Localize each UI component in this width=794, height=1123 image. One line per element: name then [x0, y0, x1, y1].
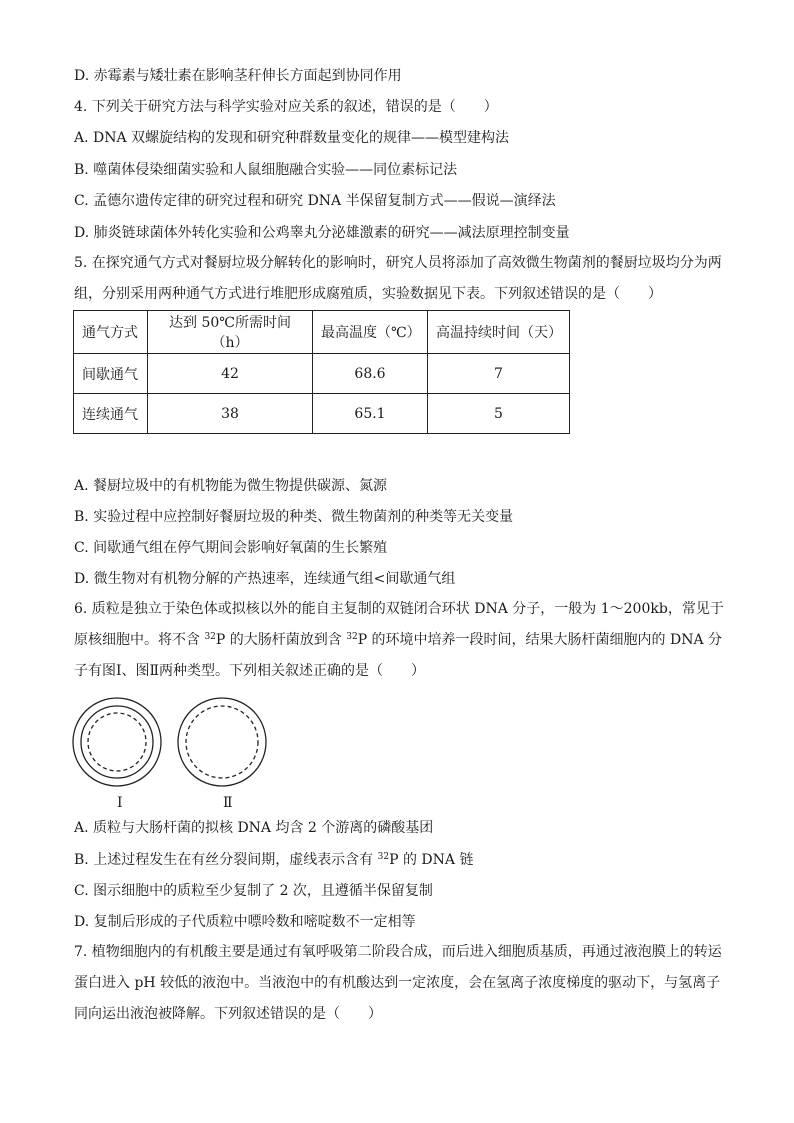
- q5-stem: 5. 在探究通气方式对餐厨垃圾分解转化的影响时，研究人员将添加了高效微生物菌剂的餐厨垃圾均分为两组，分别采用两种通气方式进行堆肥形成腐殖质，实验数据见下表。下列叙述错误的是（ ）: [74, 255, 722, 302]
- q6-option-b-text: P 的 DNA 链: [389, 852, 474, 868]
- q4-option-d: D. 肺炎链球菌体外转化实验和公鸡睾丸分泌雄激素的研究——减法原理控制变量: [74, 225, 570, 241]
- table-cell: 65.1: [313, 394, 428, 434]
- table-header-row: [74, 311, 570, 354]
- table-cell: 连续通气: [74, 394, 148, 434]
- table-cell: 5: [428, 394, 570, 434]
- plasmid-I-inner-strand: [81, 706, 153, 778]
- isotope-superscript: 32: [377, 852, 390, 862]
- q6-option-d: D. 复制后形成的子代质粒中嘌呤数和嘧啶数不一定相等: [74, 914, 416, 930]
- table-cell: 7: [428, 354, 570, 394]
- plasmid-II-outer-strand: [178, 698, 266, 786]
- table-row: [74, 394, 570, 434]
- table-header-cell: 通气方式: [74, 311, 148, 354]
- table-cell: 42: [148, 354, 313, 394]
- table-cell: 间歇通气: [74, 354, 148, 394]
- table-cell: 38: [148, 394, 313, 434]
- table-header-cell: 最高温度（℃）: [313, 311, 428, 354]
- q5-option-d: D. 微生物对有机物分解的产热速率，连续通气组<间歇通气组: [74, 571, 456, 587]
- q4-option-b: B. 噬菌体侵染细菌实验和人鼠细胞融合实验——同位素标记法: [74, 162, 458, 178]
- q6-option-a: A. 质粒与大肠杆菌的拟核 DNA 均含 2 个游离的磷酸基团: [74, 820, 434, 836]
- q5-option-a: A. 餐厨垃圾中的有机物能为微生物提供碳源、氮源: [74, 478, 388, 494]
- figure-label-I: Ⅰ: [117, 795, 123, 811]
- q6-option-b: [74, 851, 473, 869]
- table-header-cell: 达到 50℃所需时间（h）: [148, 311, 313, 354]
- q5-data-table: [73, 310, 570, 434]
- q5-option-c: C. 间歇通气组在停气期间会影响好氧菌的生长繁殖: [74, 540, 388, 556]
- q6-stem-text: P 的大肠杆菌放到含: [215, 632, 347, 648]
- q6-stem: [74, 594, 724, 687]
- q4-option-a: A. DNA 双螺旋结构的发现和研究种群数量变化的规律——模型建构法: [74, 130, 510, 146]
- q5-option-b: B. 实验过程中应控制好餐厨垃圾的种类、微生物菌剂的种类等无关变量: [74, 509, 514, 525]
- isotope-superscript: 32: [346, 632, 358, 642]
- q3-option-d: D. 赤霉素与矮壮素在影响茎秆伸长方面起到协同作用: [74, 68, 402, 84]
- table-cell: 68.6: [313, 354, 428, 394]
- q6-option-c: C. 图示细胞中的质粒至少复制了 2 次，且遵循半保留复制: [74, 883, 433, 899]
- figure-label-II: Ⅱ: [223, 795, 233, 811]
- q6-option-b-text: B. 上述过程发生在有丝分裂间期，虚线表示含有: [74, 852, 378, 868]
- q6-stem-text: P 的环境中培养一段时间，结果大肠杆菌细胞内的 DNA 分子有图Ⅰ、图Ⅱ两种类型。下列相关叙述正确的是（ ）: [74, 632, 723, 679]
- table-header-cell: 高温持续时间（天）: [428, 311, 570, 354]
- plasmid-I-outer-strand: [73, 698, 161, 786]
- q7-stem: 7. 植物细胞内的有机酸主要是通过有氧呼吸第二阶段合成，而后进入细胞质基质，再通过液泡膜上的转运蛋白进入 pH 较低的液泡中。当液泡中的有机酸达到一定浓度，会在氢离子浓度梯度的驱动下，与氢离子同向运出液泡被降解。下列叙述错误的是（ ）: [74, 944, 722, 1022]
- q6-stem-text: 6. 质粒是独立于染色体或拟核以外的能自主复制的双链闭合环状 DNA 分子，一般为 1～200kb，常见于原核细胞中。将不含: [74, 601, 724, 648]
- isotope-superscript: 32: [204, 632, 216, 642]
- plasmid-II-dashed-strand: [186, 706, 258, 778]
- table-row: [74, 354, 570, 394]
- q4-option-c: C. 孟德尔遗传定律的研究过程和研究 DNA 半保留复制方式——假说—演绎法: [74, 193, 556, 209]
- q4-stem: 4. 下列关于研究方法与科学实验对应关系的叙述，错误的是（ ）: [74, 99, 498, 115]
- plasmid-I-dashed-strand: [88, 713, 146, 771]
- plasmid-figure: [70, 690, 270, 790]
